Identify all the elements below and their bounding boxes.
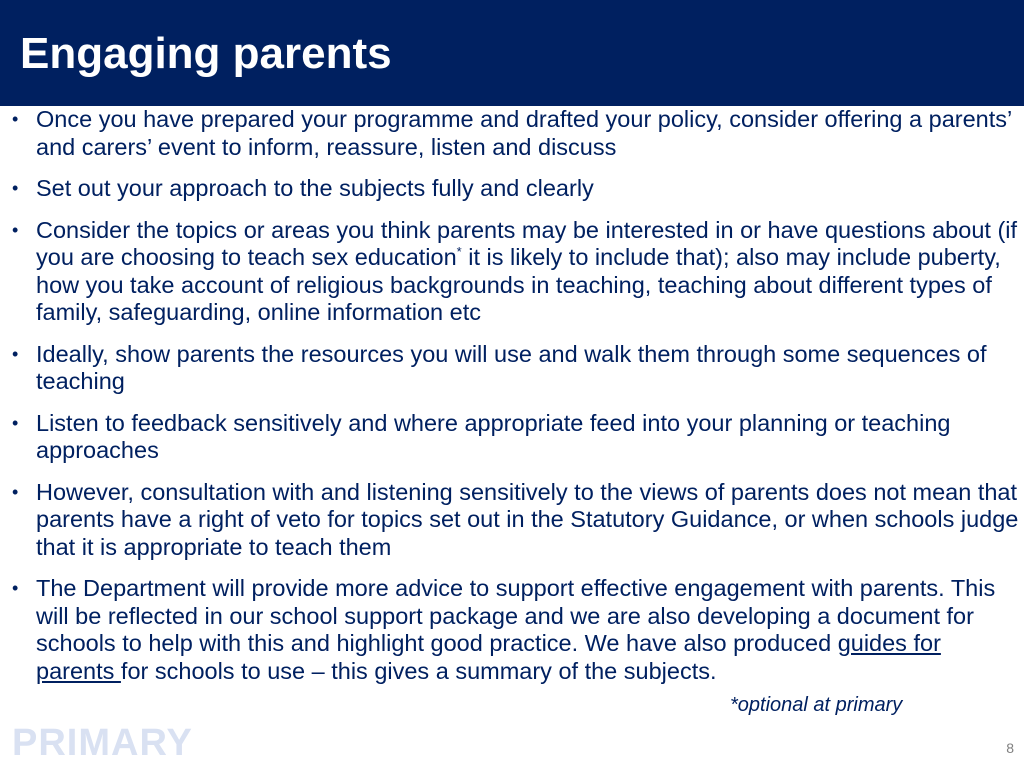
bullet-text-part: for schools to use – this gives a summary of the subjects. [120, 657, 717, 684]
bullet-text: Listen to feedback sensitively and where appropriate feed into your planning or teaching approaches [36, 409, 951, 463]
bullet-text-part: The Department will provide more advice to support effective engagement with parents. This will be reflected in our school support package and we are also developing a document for schools to help with this and highlight good practice. We have also produced [36, 575, 996, 656]
bullet-dot-icon: • [12, 109, 19, 129]
slide-title: Engaging parents [20, 29, 392, 78]
bullet-list [0, 106, 1024, 685]
title-bar [0, 0, 1024, 106]
bullet-dot-icon: • [12, 481, 19, 502]
bullet-item [0, 217, 1024, 327]
bullet-dot-icon: • [12, 343, 19, 364]
bullet-item [0, 175, 1024, 203]
bullet-text: Once you have prepared your programme and drafted your policy, consider offering a parents’ and carers’ event to inform, reassure, listen and discuss [36, 106, 1012, 160]
bullet-text: Set out your approach to the subjects fully and clearly [36, 175, 594, 201]
bullet-dot-icon: • [12, 178, 19, 198]
bullet-item [0, 575, 1024, 685]
bullet-dot-icon: • [12, 412, 19, 433]
bullet-item [0, 106, 1024, 161]
bullet-item [0, 479, 1024, 562]
bullet-text: Ideally, show parents the resources you will use and walk them through some sequences of teaching [36, 340, 987, 394]
primary-watermark: PRIMARY [12, 722, 193, 764]
bullet-item [0, 410, 1024, 465]
bullet-item [0, 341, 1024, 396]
bullet-text-part: it is likely to include that); also may include puberty, how you take account of religious backgrounds in teaching, teaching about different types of family, safeguarding, online information etc [36, 244, 1001, 325]
page-number: 8 [1006, 740, 1014, 756]
guides-for-parents-link[interactable]: guides for parents [36, 630, 941, 684]
bullet-text-part: Consider the topics or areas you think parents may be interested in or have questions about (if you are choosing to teach sex education [36, 216, 1018, 270]
bullet-dot-icon: • [12, 578, 19, 598]
footnote: *optional at primary [730, 694, 903, 716]
bullet-dot-icon: • [12, 219, 19, 240]
footnote-marker: * [456, 244, 462, 260]
bullet-text: However, consultation with and listening sensitively to the views of parents does not mean that parents have a right of veto for topics set out in the Statutory Guidance, or when schools judge that it is appropriate to teach them [36, 478, 1019, 560]
